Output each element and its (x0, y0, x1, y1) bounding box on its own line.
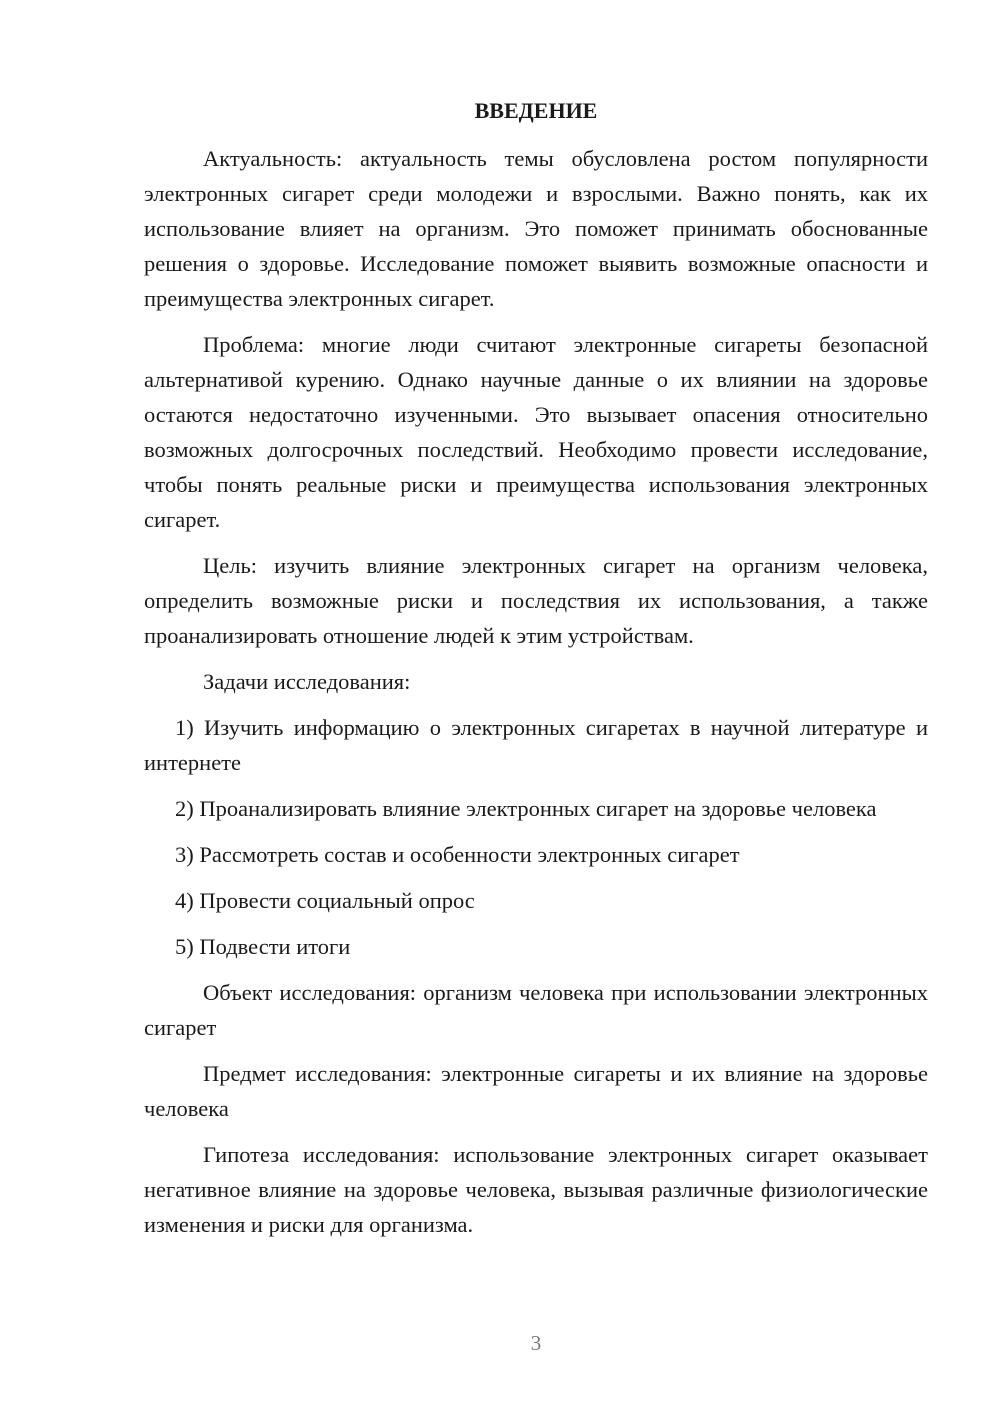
problem-paragraph: Проблема: многие люди считают электронные сигареты безопасной альтернативой курению. Однако научные данные о их влиянии на здоровье остаются недостаточно изученными. Это вызывает опасения относительно возможных долгосрочных последствий. Необходимо провести исследование, чтобы понять реальные риски и преимущества использования электронных сигарет. (144, 332, 928, 532)
subject-paragraph: Предмет исследования: электронные сигареты и их влияние на здоровье человека (144, 1061, 928, 1121)
tasks-heading: Задачи исследования: (203, 669, 411, 694)
task-item: 2) Проанализировать влияние электронных сигарет на здоровье человека (175, 796, 877, 821)
object-paragraph: Объект исследования: организм человека при использовании электронных сигарет (144, 980, 928, 1040)
relevance-paragraph: Актуальность: актуальность темы обусловлена ростом популярности электронных сигарет среди молодежи и взрослыми. Важно понять, как их использование влияет на организм. Это поможет принимать обоснованные решения о здоровье. Исследование поможет выявить возможные опасности и преимущества электронных сигарет. (144, 146, 928, 311)
page-number: 3 (530, 1331, 542, 1355)
section-title: ВВЕДЕНИЕ (474, 98, 598, 123)
hypothesis-paragraph: Гипотеза исследования: использование электронных сигарет оказывает негативное влияние на здоровье человека, вызывая различные физиологические изменения и риски для организма. (144, 1142, 928, 1237)
task-item: 1) Изучить информацию о электронных сигаретах в научной литературе и интернете (144, 715, 928, 775)
tasks-list (144, 710, 928, 964)
goal-paragraph: Цель: изучить влияние электронных сигарет на организм человека, определить возможные риски и последствия их использования, а также проанализировать отношение людей к этим устройствам. (144, 553, 928, 648)
task-item: 5) Подвести итоги (175, 934, 351, 959)
task-item: 4) Провести социальный опрос (175, 888, 475, 913)
task-item: 3) Рассмотреть состав и особенности электронных сигарет (175, 842, 740, 867)
document-page (144, 92, 928, 1253)
